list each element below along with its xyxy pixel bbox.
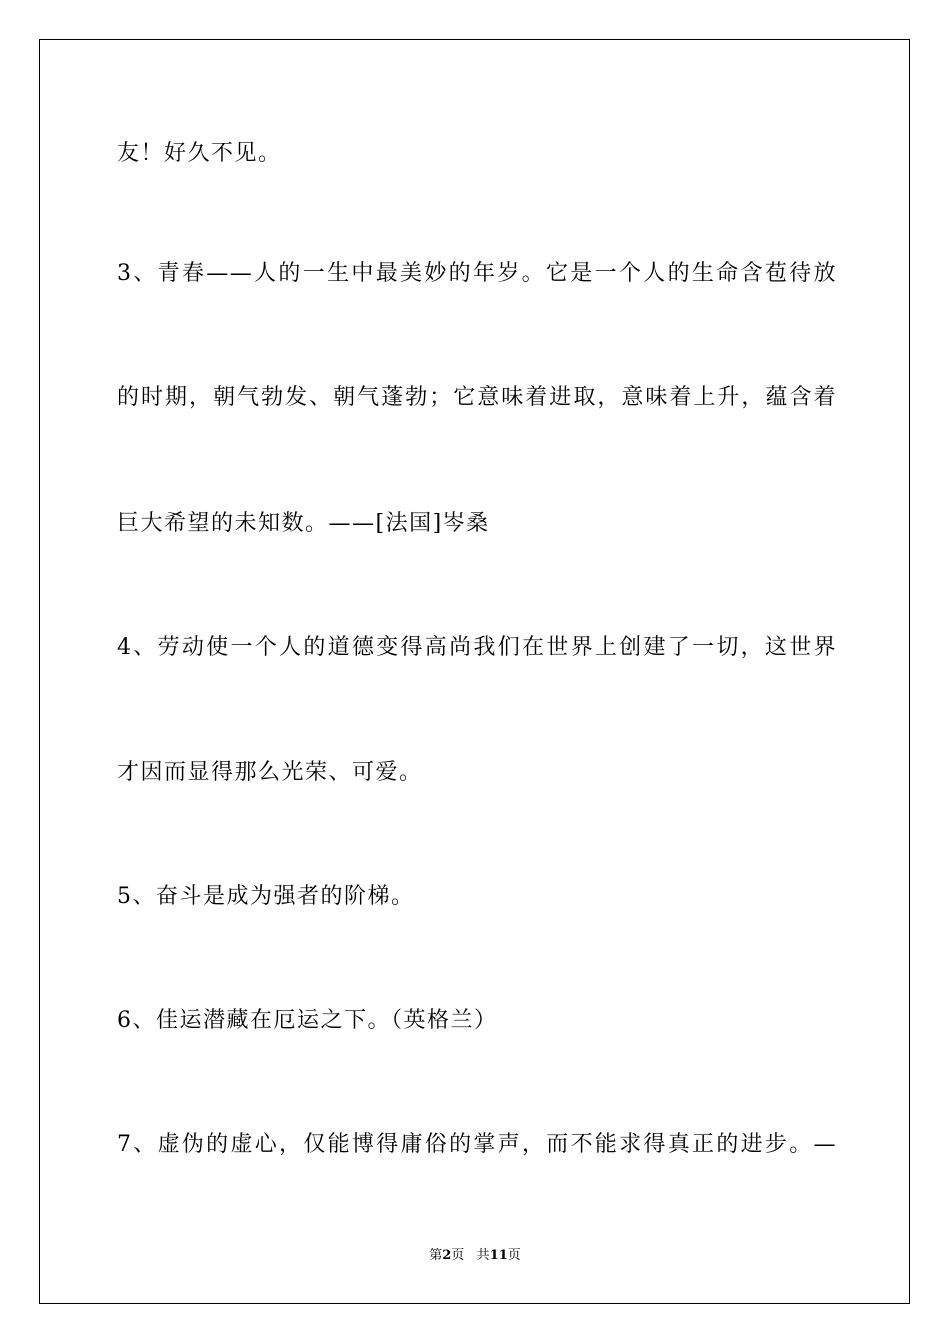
- body-text-line: 4、劳动使一个人的道德变得高尚我们在世界上创建了一切，这世界: [117, 635, 837, 660]
- footer-total-prefix: 共: [476, 1248, 490, 1263]
- footer-page-suffix: 页: [451, 1248, 465, 1263]
- footer-page-number: 2: [442, 1248, 452, 1263]
- body-text-line: 6、佳运潜藏在厄运之下。（英格兰）: [117, 1008, 498, 1033]
- body-text-line: 友！好久不见。: [117, 141, 282, 166]
- body-text-line: 巨大希望的未知数。——[法国]岑桑: [117, 511, 490, 536]
- footer-page-prefix: 第: [429, 1248, 443, 1263]
- body-text-line: 7、虚伪的虚心，仅能博得庸俗的掌声，而不能求得真正的进步。—: [117, 1132, 837, 1157]
- body-text-line: 3、青春——人的一生中最美妙的年岁。它是一个人的生命含苞待放: [117, 261, 837, 286]
- page-border: [39, 39, 910, 1304]
- footer-total-suffix: 页: [507, 1248, 521, 1263]
- footer-total-number: 11: [489, 1248, 508, 1263]
- body-text-line: 5、奋斗是成为强者的阶梯。: [117, 884, 415, 909]
- body-text-line: 的时期，朝气勃发、朝气蓬勃；它意味着进取，意味着上升，蕴含着: [117, 385, 837, 410]
- page-footer: [0, 1247, 950, 1265]
- body-text-line: 才因而显得那么光荣、可爱。: [117, 760, 423, 785]
